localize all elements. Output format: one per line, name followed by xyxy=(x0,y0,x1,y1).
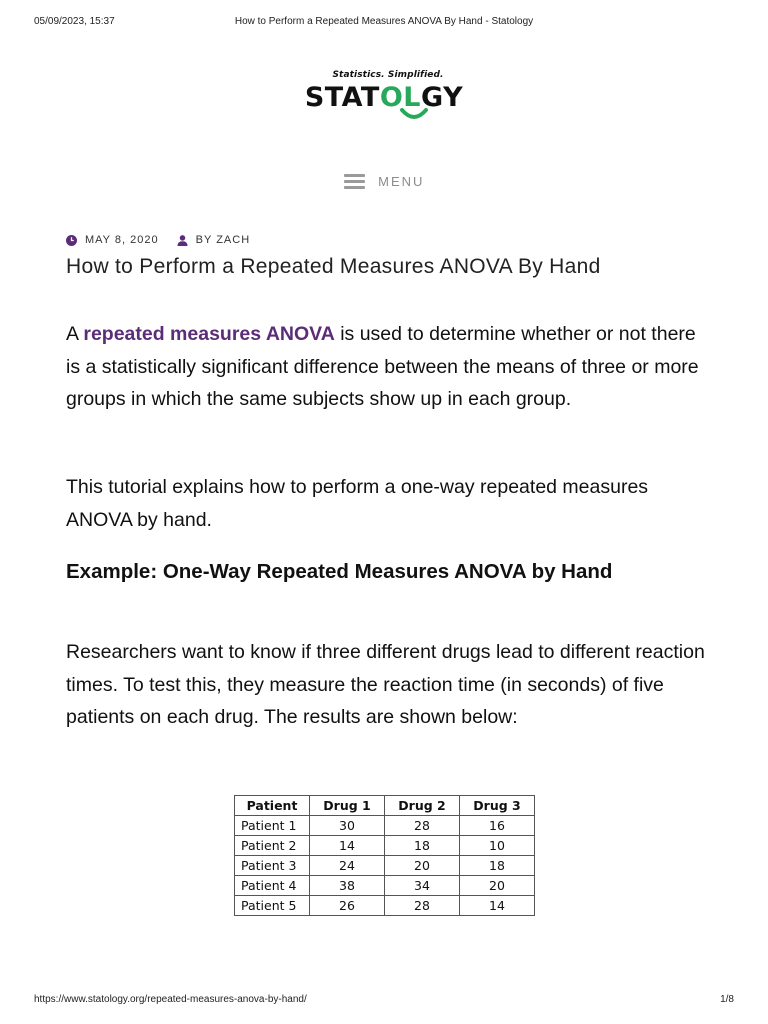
table-row xyxy=(235,836,535,856)
logo-wordmark-part1: STAT xyxy=(304,82,380,113)
tutorial-paragraph: This tutorial explains how to perform a one-way repeated measures ANOVA by hand. xyxy=(66,476,649,531)
table-header-cell: Drug 1 xyxy=(310,796,385,816)
article-title: How to Perform a Repeated Measures ANOVA By Hand xyxy=(66,255,601,278)
data-table xyxy=(234,795,535,916)
table-row xyxy=(235,856,535,876)
table-cell: 14 xyxy=(460,896,535,916)
table-header-cell: Patient xyxy=(235,796,310,816)
example-paragraph: Researchers want to know if three different drugs lead to different reaction times. To test this, they measure the reaction time (in seconds) of five patients on each drug. The results are shown below: xyxy=(66,641,705,728)
print-timestamp: 05/09/2023, 15:37 xyxy=(34,16,115,27)
print-footer xyxy=(0,994,768,1008)
table-cell: Patient 2 xyxy=(235,836,310,856)
menu-toggle[interactable] xyxy=(0,171,768,192)
table-cell: 26 xyxy=(310,896,385,916)
table-header-cell: Drug 2 xyxy=(385,796,460,816)
table-cell: 18 xyxy=(385,836,460,856)
table-cell: 18 xyxy=(460,856,535,876)
post-meta xyxy=(66,234,264,249)
logo-tagline: Statistics. Simplified. xyxy=(332,70,444,80)
logo-smile-icon xyxy=(399,108,429,122)
table-cell: Patient 3 xyxy=(235,856,310,876)
post-author[interactable] xyxy=(177,234,250,246)
print-url: https://www.statology.org/repeated-measures-anova-by-hand/ xyxy=(34,994,307,1005)
intro-paragraph xyxy=(66,318,712,416)
site-logo[interactable] xyxy=(0,64,768,113)
table-cell: 38 xyxy=(310,876,385,896)
print-page-number: 1/8 xyxy=(720,994,734,1005)
table-row xyxy=(235,816,535,836)
repeated-measures-anova-link[interactable]: repeated measures ANOVA xyxy=(83,323,335,345)
table-row xyxy=(235,876,535,896)
print-page-title: How to Perform a Repeated Measures ANOVA By Hand - Statology xyxy=(234,16,534,27)
table-cell: Patient 1 xyxy=(235,816,310,836)
table-cell: 34 xyxy=(385,876,460,896)
table-cell: 16 xyxy=(460,816,535,836)
table-cell: 20 xyxy=(385,856,460,876)
table-cell: 30 xyxy=(310,816,385,836)
user-icon xyxy=(177,235,188,246)
post-date xyxy=(66,234,159,246)
post-date-text: MAY 8, 2020 xyxy=(85,234,159,246)
table-cell: 20 xyxy=(460,876,535,896)
logo-wordmark xyxy=(305,83,463,113)
menu-label: MENU xyxy=(378,174,425,189)
clock-icon xyxy=(66,235,77,246)
table-cell: Patient 5 xyxy=(235,896,310,916)
table-cell: 28 xyxy=(385,896,460,916)
print-header xyxy=(0,16,768,30)
intro-start: A xyxy=(66,323,84,345)
logo-wordmark-part2: GY xyxy=(421,82,464,113)
table-header-row xyxy=(235,796,535,816)
table-cell: 14 xyxy=(310,836,385,856)
table-cell: 24 xyxy=(310,856,385,876)
logo-wordmark-green: OL xyxy=(379,82,422,113)
table-cell: 28 xyxy=(385,816,460,836)
post-author-text: BY ZACH xyxy=(195,234,251,246)
table-cell: 10 xyxy=(460,836,535,856)
table-row xyxy=(235,896,535,916)
table-cell: Patient 4 xyxy=(235,876,310,896)
intro-rest: is used to determine whether or not there is a statistically significant difference between the means of three or more groups in which the same subjects show up in each group. xyxy=(66,323,699,410)
example-heading: Example: One-Way Repeated Measures ANOVA by Hand xyxy=(66,560,613,583)
hamburger-icon xyxy=(344,171,365,192)
table-header-cell: Drug 3 xyxy=(460,796,535,816)
